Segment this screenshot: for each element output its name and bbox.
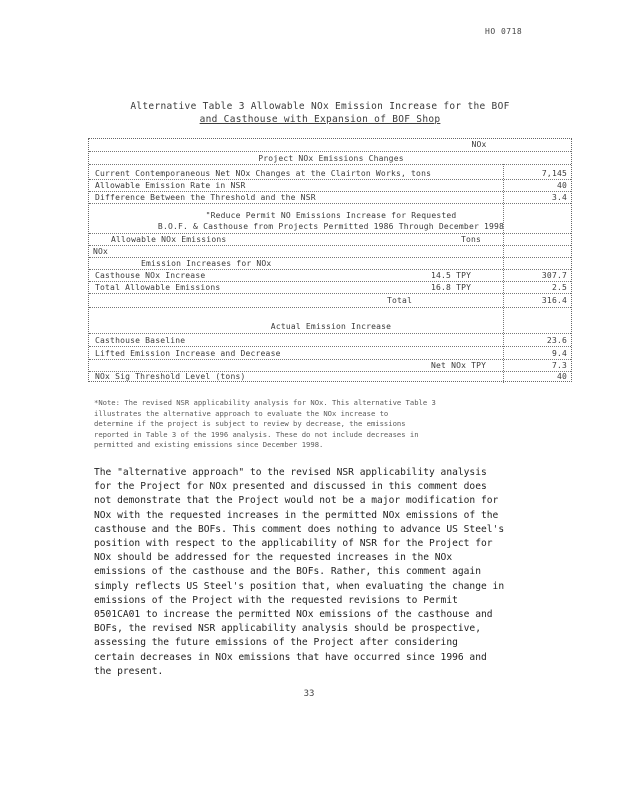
- table-title-line-2: and Casthouse with Expansion of BOF Shop: [199, 114, 441, 125]
- section-1-heading: Project NOx Emissions Changes: [258, 154, 404, 163]
- footnote-line: reported in Table 3 of the 1996 analysis. These do not include decreases in: [94, 429, 419, 439]
- section-3-row-1-value: 307.7: [541, 271, 567, 280]
- section-2-subheader-left: Allowable NOx Emissions: [111, 235, 227, 244]
- section-4-heading: Actual Emission Increase: [270, 322, 392, 331]
- footnote-line: illustrates the alternative approach to evaluate the NOx increase to: [94, 408, 389, 418]
- section-4-row-1-value: 23.6: [546, 336, 567, 345]
- section-4-row-2-label: Lifted Emission Increase and Decrease: [95, 349, 281, 358]
- body-paragraph: [94, 466, 574, 679]
- section-4-row-2-value: 9.4: [551, 349, 567, 358]
- section-1-row-2-label: Allowable Emission Rate in NSR: [95, 181, 246, 190]
- section-3-row-1-mid: 14.5 TPY: [431, 271, 472, 280]
- table-title-line-1: Alternative Table 3 Allowable NOx Emission Increase for the BOF: [130, 101, 510, 112]
- body-line: position with respect to the applicability of NSR for the Project for: [94, 538, 493, 550]
- section-3-total-label: Total: [387, 296, 413, 305]
- footnote-line: permitted and existing emissions since December 1998.: [94, 440, 324, 450]
- section-1-row-3-label: Difference Between the Threshold and the NSR: [95, 193, 316, 202]
- section-3-row-2-mid: 16.8 TPY: [431, 283, 472, 292]
- section-2-subheader-right: Tons: [461, 235, 482, 244]
- body-line: certain decreases in NOx emissions that have occurred since 1996 and: [94, 651, 487, 663]
- section-3-row-2-value: 2.5: [551, 283, 567, 292]
- section-1-row-3-value: 3.4: [551, 193, 567, 202]
- footer-row-label: NOx Sig Threshold Level (tons): [95, 372, 246, 381]
- emissions-table: [88, 138, 572, 382]
- body-line: the present.: [94, 665, 164, 677]
- page-number: 33: [303, 689, 315, 699]
- section-2-nox-label: NOx: [93, 247, 109, 256]
- section-3-heading: Emission Increases for NOx: [141, 259, 272, 268]
- footer-row-value: 40: [556, 372, 567, 381]
- section-4-net-label: Net NOx TPY: [431, 361, 487, 370]
- section-4-net-value: 7.3: [551, 361, 567, 370]
- section-1-row-1-label: Current Contemporaneous Net NOx Changes at the Clairton Works, tons: [95, 169, 432, 178]
- footnote-line: determine if the project is subject to review by decrease, the emissions: [94, 419, 406, 429]
- table-footnote: [94, 398, 574, 451]
- body-line: casthouse and the BOFs. This comment does nothing to advance US Steel's: [94, 523, 505, 535]
- body-line: not demonstrate that the Project would not be a major modification for: [94, 495, 499, 507]
- section-2-heading-line-1: "Reduce Permit NO Emissions Increase for Requested: [205, 211, 457, 220]
- section-1-row-1-value: 7,145: [541, 169, 567, 178]
- section-3-row-1-label: Casthouse NOx Increase: [95, 271, 206, 280]
- body-line: simply reflects US Steel's position that, when evaluating the change in: [94, 580, 505, 592]
- section-2-heading-line-2: B.O.F. & Casthouse from Projects Permitted 1986 Through December 1998: [157, 222, 505, 231]
- section-3-total-value: 316.4: [541, 296, 567, 305]
- body-line: The "alternative approach" to the revised NSR applicability analysis: [94, 467, 487, 478]
- body-line: 0501CA01 to increase the permitted NOx emissions of the casthouse and: [94, 609, 493, 621]
- body-line: emissions of the Project with the requested revisions to Permit: [94, 594, 458, 606]
- section-1-row-2-value: 40: [556, 181, 567, 190]
- body-line: BOFs, the revised NSR applicability analysis should be prospective,: [94, 623, 481, 635]
- body-line: assessing the future emissions of the Project after considering: [94, 637, 458, 649]
- col-header-nox: NOx: [471, 140, 487, 149]
- section-4-row-1-label: Casthouse Baseline: [95, 336, 186, 345]
- document-id: HO 0718: [485, 27, 523, 36]
- body-line: emissions of the casthouse and the BOFs. Rather, this comment again: [94, 566, 481, 578]
- body-line: NOx with the requested increases in the permitted NOx emissions of the: [94, 509, 499, 521]
- body-line: NOx should be addressed for the requested increases in the NOx: [94, 552, 453, 564]
- body-line: for the Project for NOx presented and discussed in this comment does: [94, 481, 487, 493]
- footnote-line: *Note: The revised NSR applicability analysis for NOx. This alternative Table 3: [94, 398, 436, 407]
- section-3-row-2-label: Total Allowable Emissions: [95, 283, 221, 292]
